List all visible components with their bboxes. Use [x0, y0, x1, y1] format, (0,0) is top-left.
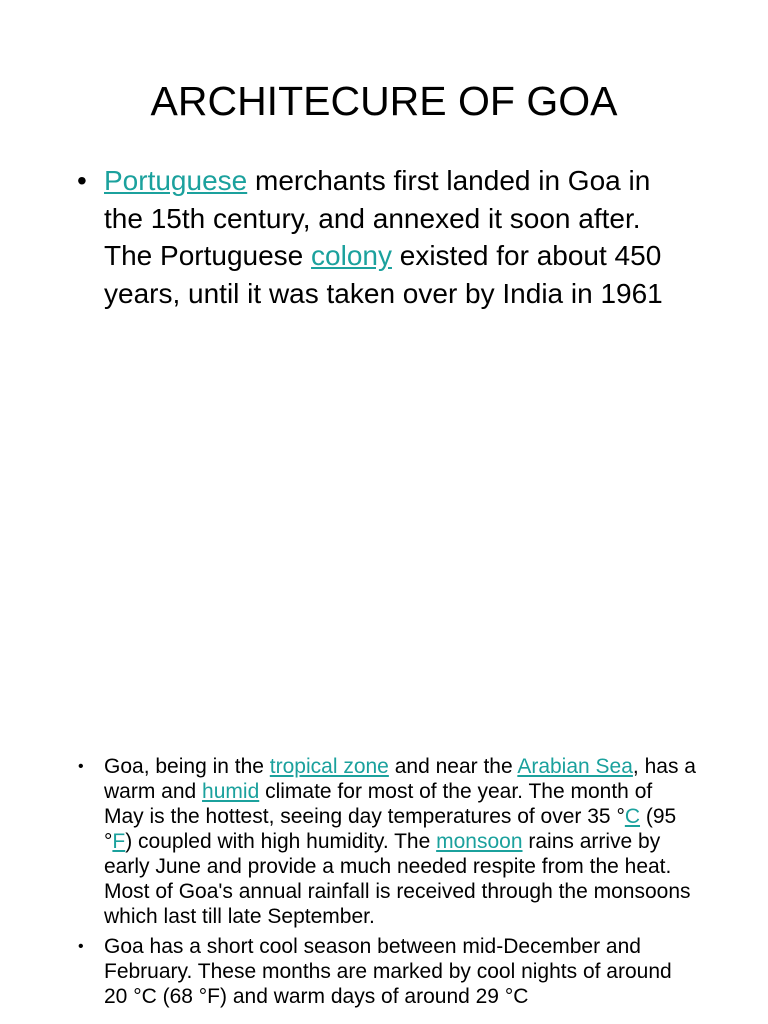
celsius-link[interactable]: C: [624, 805, 641, 828]
fahrenheit-link[interactable]: F: [112, 830, 126, 853]
climate-text-3: , has a warm and: [104, 755, 696, 803]
bullet-icon: •: [78, 758, 84, 775]
cool-season-bullet-item: [76, 934, 696, 1009]
monsoon-link[interactable]: monsoon: [436, 830, 523, 853]
intro-bullet-item: [76, 162, 696, 312]
climate-bullet-item: [76, 754, 696, 929]
humid-link[interactable]: humid: [202, 780, 260, 803]
bullet-icon: •: [77, 165, 87, 196]
colony-link[interactable]: colony: [311, 240, 392, 271]
intro-text-2: existed for about 450 years, until it was taken over by India in 1961: [104, 240, 663, 309]
cool-season-text: Goa has a short cool season between mid-December and February. These months are marked by cool nights of around 20 °C (68 °F) and warm days of around 29 °C: [104, 935, 672, 1008]
climate-text-2: and near the: [388, 755, 518, 778]
slide-title: ARCHITECURE OF GOA: [150, 78, 618, 124]
climate-text-4: climate for most of the year. The month of May is the hottest, seeing day temperatures of over 35 °: [104, 780, 653, 828]
climate-bullet-list: [76, 754, 696, 1014]
intro-text-1: merchants first landed in Goa in the 15th century, and annexed it soon after. The Portuguese: [104, 165, 651, 271]
climate-text-1: Goa, being in the: [104, 755, 270, 778]
tropical-zone-link[interactable]: tropical zone: [269, 755, 389, 778]
bullet-icon: •: [78, 938, 84, 955]
climate-text-7: rains arrive by early June and provide a much needed respite from the heat. Most of Goa's annual rainfall is received through the monsoons which last till late September.: [104, 830, 691, 928]
intro-bullet-list: [76, 162, 696, 312]
climate-text-6: ) coupled with high humidity. The: [125, 830, 437, 853]
arabian-sea-link[interactable]: Arabian Sea: [517, 755, 633, 778]
portuguese-link[interactable]: Portuguese: [104, 165, 248, 196]
climate-text-5: (95 °: [104, 805, 677, 853]
